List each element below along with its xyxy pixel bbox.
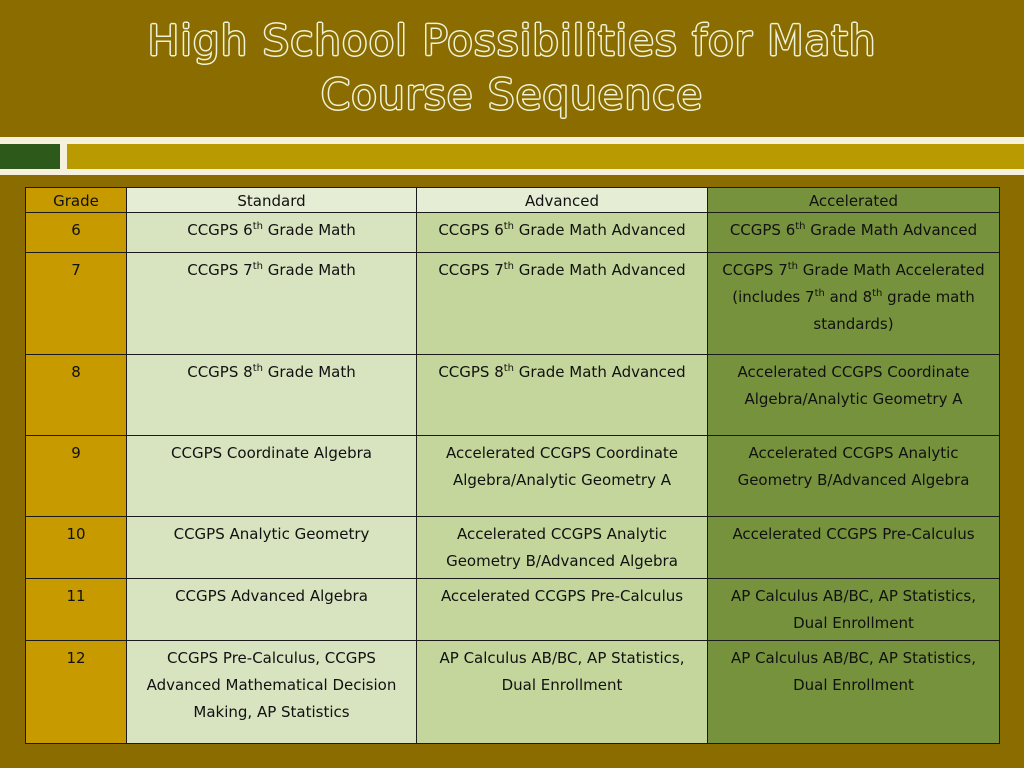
course-sequence-table-container	[25, 187, 999, 744]
accelerated-cell: AP Calculus AB/BC, AP Statistics, Dual Enrollment	[708, 641, 1000, 744]
accelerated-cell	[708, 213, 1000, 253]
table-row	[26, 641, 1000, 744]
cell-text: CCGPS 7	[722, 261, 788, 279]
cell-text: Grade Math	[262, 221, 356, 239]
ordinal-suffix: th	[503, 221, 515, 232]
accelerated-cell	[708, 253, 1000, 355]
accelerated-cell: Accelerated CCGPS Pre-Calculus	[708, 517, 1000, 579]
table-header-row	[26, 188, 1000, 213]
table-row	[26, 579, 1000, 641]
standard-cell: CCGPS Coordinate Algebra	[127, 436, 417, 517]
grade-cell: 10	[26, 517, 127, 579]
ordinal-suffix: th	[503, 363, 515, 374]
cell-text: Grade Math	[262, 261, 356, 279]
standard-cell: CCGPS Pre-Calculus, CCGPS Advanced Mathematical Decision Making, AP Statistics	[127, 641, 417, 744]
table-row	[26, 253, 1000, 355]
advanced-cell	[417, 213, 708, 253]
cell-text: CCGPS 8	[187, 363, 253, 381]
grade-cell: 9	[26, 436, 127, 517]
cell-text: Grade Math Advanced	[514, 363, 686, 381]
ordinal-suffix: th	[872, 288, 883, 299]
table-row	[26, 517, 1000, 579]
advanced-cell: Accelerated CCGPS Pre-Calculus	[417, 579, 708, 641]
header-standard: Standard	[127, 188, 417, 213]
grade-cell: 12	[26, 641, 127, 744]
title-divider-green-block	[0, 144, 60, 169]
table-row	[26, 355, 1000, 436]
accelerated-cell: Accelerated CCGPS Analytic Geometry B/Advanced Algebra	[708, 436, 1000, 517]
cell-text: and 8	[824, 288, 873, 306]
cell-text: CCGPS 7	[438, 261, 504, 279]
accelerated-cell: AP Calculus AB/BC, AP Statistics, Dual Enrollment	[708, 579, 1000, 641]
slide-title-line-1: High School Possibilities for Math	[147, 16, 877, 65]
slide-title-line-2: Course Sequence	[320, 70, 704, 119]
ordinal-suffix: th	[814, 288, 825, 299]
cell-text: grade math standards)	[813, 288, 975, 333]
standard-cell: CCGPS Advanced Algebra	[127, 579, 417, 641]
grade-cell: 6	[26, 213, 127, 253]
grade-cell: 8	[26, 355, 127, 436]
advanced-cell: Accelerated CCGPS Analytic Geometry B/Advanced Algebra	[417, 517, 708, 579]
standard-cell	[127, 253, 417, 355]
grade-cell: 7	[26, 253, 127, 355]
cell-text: Grade Math Accelerated (includes 7	[732, 261, 985, 306]
standard-cell: CCGPS Analytic Geometry	[127, 517, 417, 579]
course-sequence-table	[25, 187, 1000, 744]
cell-text: Grade Math Advanced	[805, 221, 978, 239]
advanced-cell	[417, 253, 708, 355]
header-grade: Grade	[26, 188, 127, 213]
table-row	[26, 213, 1000, 253]
cell-text: Grade Math	[262, 363, 356, 381]
cell-text: CCGPS 7	[187, 261, 253, 279]
grade-cell: 11	[26, 579, 127, 641]
ordinal-suffix: th	[252, 261, 263, 272]
accelerated-cell: Accelerated CCGPS Coordinate Algebra/Analytic Geometry A	[708, 355, 1000, 436]
cell-text: CCGPS 6	[729, 221, 796, 239]
cell-text: Grade Math Advanced	[514, 261, 686, 279]
slide-title	[0, 14, 1024, 122]
ordinal-suffix: th	[252, 363, 263, 374]
cell-text: CCGPS 6	[187, 221, 253, 239]
standard-cell	[127, 213, 417, 253]
advanced-cell	[417, 355, 708, 436]
table-row	[26, 436, 1000, 517]
header-advanced: Advanced	[417, 188, 708, 213]
cell-text: CCGPS 8	[438, 363, 504, 381]
ordinal-suffix: th	[787, 261, 799, 272]
advanced-cell: AP Calculus AB/BC, AP Statistics, Dual Enrollment	[417, 641, 708, 744]
advanced-cell: Accelerated CCGPS Coordinate Algebra/Analytic Geometry A	[417, 436, 708, 517]
cell-text: CCGPS 6	[438, 221, 504, 239]
standard-cell	[127, 355, 417, 436]
cell-text: Grade Math Advanced	[514, 221, 686, 239]
title-divider-gold-bar	[67, 144, 1024, 169]
ordinal-suffix: th	[503, 261, 515, 272]
ordinal-suffix: th	[795, 221, 806, 232]
header-accelerated: Accelerated	[708, 188, 1000, 213]
ordinal-suffix: th	[252, 221, 263, 232]
